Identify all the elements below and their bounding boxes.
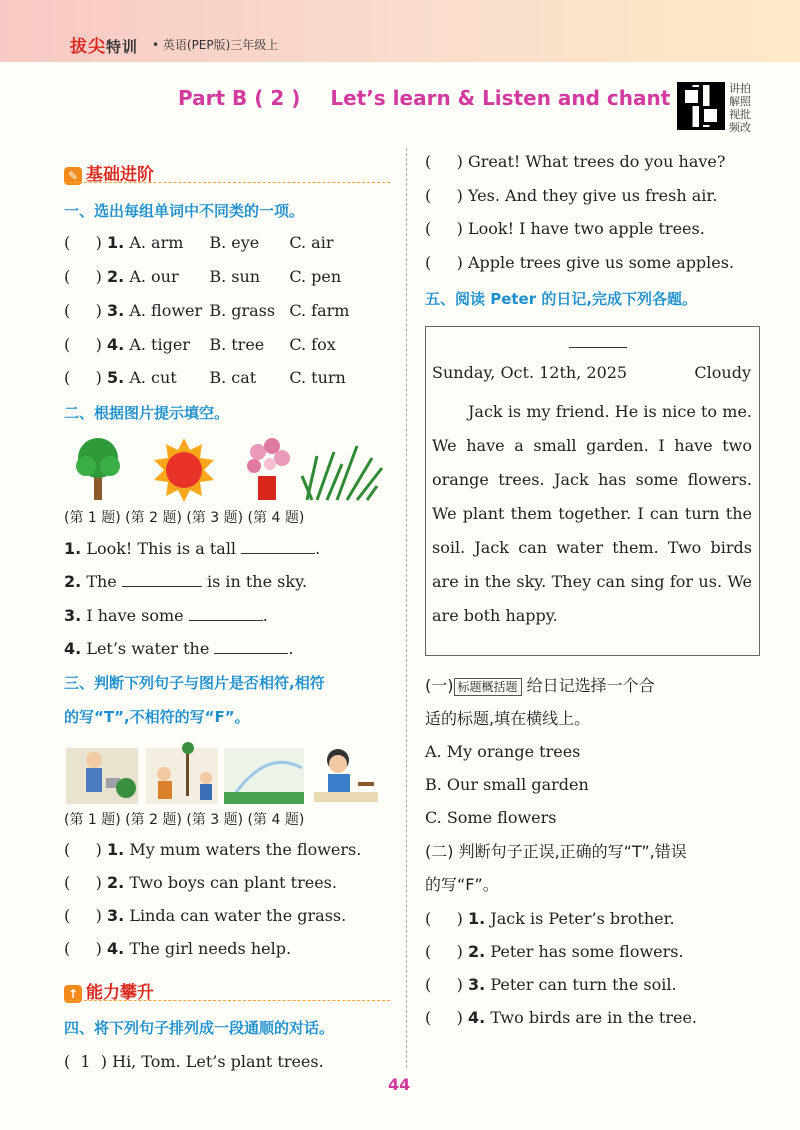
q5-option-c: C. Some flowers — [425, 808, 557, 827]
question-4-heading: 四、将下列句子排列成一段通顺的对话。 — [64, 1019, 335, 1037]
q3-pictures — [66, 738, 386, 804]
q5-option-b: B. Our small garden — [425, 775, 589, 794]
question-type-tag: 标题概括题 — [454, 678, 522, 696]
q3-item-1: ( ) 1. My mum waters the flowers. — [64, 840, 362, 859]
q5-tf-item-2: ( ) 2. Peter has some flowers. — [425, 942, 684, 961]
q5-option-a: A. My orange trees — [425, 742, 581, 761]
brand-logo: 拔尖特训 — [70, 37, 139, 57]
section-advanced: ↑ 能力攀升 — [64, 978, 154, 1003]
page-number: 44 — [388, 1075, 411, 1094]
answer-blank[interactable] — [189, 605, 263, 621]
sun-picture — [154, 438, 214, 502]
q5-tf-item-1: ( ) 1. Jack is Peter’s brother. — [425, 909, 675, 928]
q5-tf-item-3: ( ) 3. Peter can turn the soil. — [425, 975, 677, 994]
q5-part2-question: (二) 判断句子正误,正确的写“T”,错误 — [425, 842, 687, 861]
q2-pictures — [72, 436, 387, 502]
rocket-icon: ↑ — [64, 985, 82, 1003]
q3-item-4: ( ) 4. The girl needs help. — [64, 939, 292, 958]
answer-blank[interactable] — [122, 571, 202, 587]
section-rule — [64, 182, 390, 183]
answer-blank[interactable] — [241, 538, 315, 554]
pencil-icon: ✎ — [64, 167, 82, 185]
page-title — [178, 86, 670, 110]
q3-captions: (第 1 题) (第 2 题) (第 3 题) (第 4 题) — [64, 812, 305, 828]
q2-item-3: 3. I have some . — [64, 606, 268, 625]
q3-item-2: ( ) 2. Two boys can plant trees. — [64, 873, 337, 892]
q5-part1-question: (一) 标题概括题 给日记选择一个合 — [425, 676, 655, 695]
q1-item-3: ( ) 3. A. flower B. grass C. farm — [64, 301, 350, 320]
q1-item-4: ( ) 4. A. tiger B. tree C. fox — [64, 335, 336, 354]
q5-tf-item-4: ( ) 4. Two birds are in the tree. — [425, 1008, 698, 1027]
question-5-heading: 五、阅读 Peter 的日记,完成下列各题。 — [425, 290, 698, 308]
q3-item-3: ( ) 3. Linda can water the grass. — [64, 906, 347, 925]
book-subtitle: • 英语(PEP版)三年级上 — [152, 38, 279, 52]
woman-watering-picture — [66, 748, 138, 804]
question-3-heading-line2: 的写“T”,不相符的写“F”。 — [64, 708, 250, 726]
q2-captions: (第 1 题) (第 2 题) (第 3 题) (第 4 题) — [64, 510, 305, 526]
q1-item-1: ( ) 1. A. arm B. eye C. air — [64, 233, 334, 252]
q5-part1-question-line2: 适的标题,填在横线上。 — [425, 709, 591, 728]
section-rule — [64, 1000, 390, 1001]
q2-item-1: 1. Look! This is a tall . — [64, 539, 321, 558]
q5-part2-question-line2: 的写“F”。 — [425, 875, 499, 894]
column-divider — [406, 148, 407, 1068]
flowers-picture — [247, 438, 290, 500]
diary-date: Sunday, Oct. 12th, 2025 — [432, 363, 628, 382]
question-1-heading: 一、选出每组单词中不同类的一项。 — [64, 202, 305, 220]
q4-item-3: ( ) Yes. And they give us fresh air. — [425, 186, 718, 205]
q4-item-4: ( ) Look! I have two apple trees. — [425, 219, 705, 238]
girl-picture — [314, 749, 378, 802]
question-2-heading: 二、根据图片提示填空。 — [64, 404, 230, 422]
boys-planting-picture — [146, 742, 218, 804]
qr-code[interactable] — [677, 82, 725, 130]
diary-weather: Cloudy — [694, 363, 751, 382]
answer-blank[interactable] — [214, 638, 288, 654]
q1-item-2: ( ) 2. A. our B. sun C. pen — [64, 267, 342, 286]
q2-item-2: 2. The is in the sky. — [64, 572, 308, 591]
diary-title-line — [569, 347, 627, 348]
q2-item-4: 4. Let’s water the . — [64, 639, 294, 658]
qr-caption: 讲拍 解照 视批 频改 — [729, 82, 751, 134]
diary-body: Jack is my friend. He is nice to me. We have a small garden. I have two orange trees. Jack has some flowers. We plant them together. I can turn the soil. Jack can water them. Two birds are in the sky. They can sing for us. We are both happy. — [432, 402, 752, 625]
part-label: Part B ( 2 ) — [178, 86, 301, 110]
q1-item-5: ( ) 5. A. cut B. cat C. turn — [64, 368, 346, 387]
diary-box — [425, 326, 760, 656]
grass-picture — [302, 446, 382, 500]
q4-item-2: ( ) Great! What trees do you have? — [425, 152, 726, 171]
q4-item-5: ( ) Apple trees give us some apples. — [425, 253, 735, 272]
lesson-topic: Let’s learn & Listen and chant — [330, 86, 671, 110]
tree-picture — [76, 438, 120, 500]
watering-grass-picture — [224, 748, 304, 804]
q4-item-1: ( 1 ) Hi, Tom. Let’s plant trees. — [64, 1052, 324, 1071]
section-basic: ✎ 基础进阶 — [64, 160, 154, 185]
question-3-heading-line1: 三、判断下列句子与图片是否相符,相符 — [64, 674, 325, 692]
